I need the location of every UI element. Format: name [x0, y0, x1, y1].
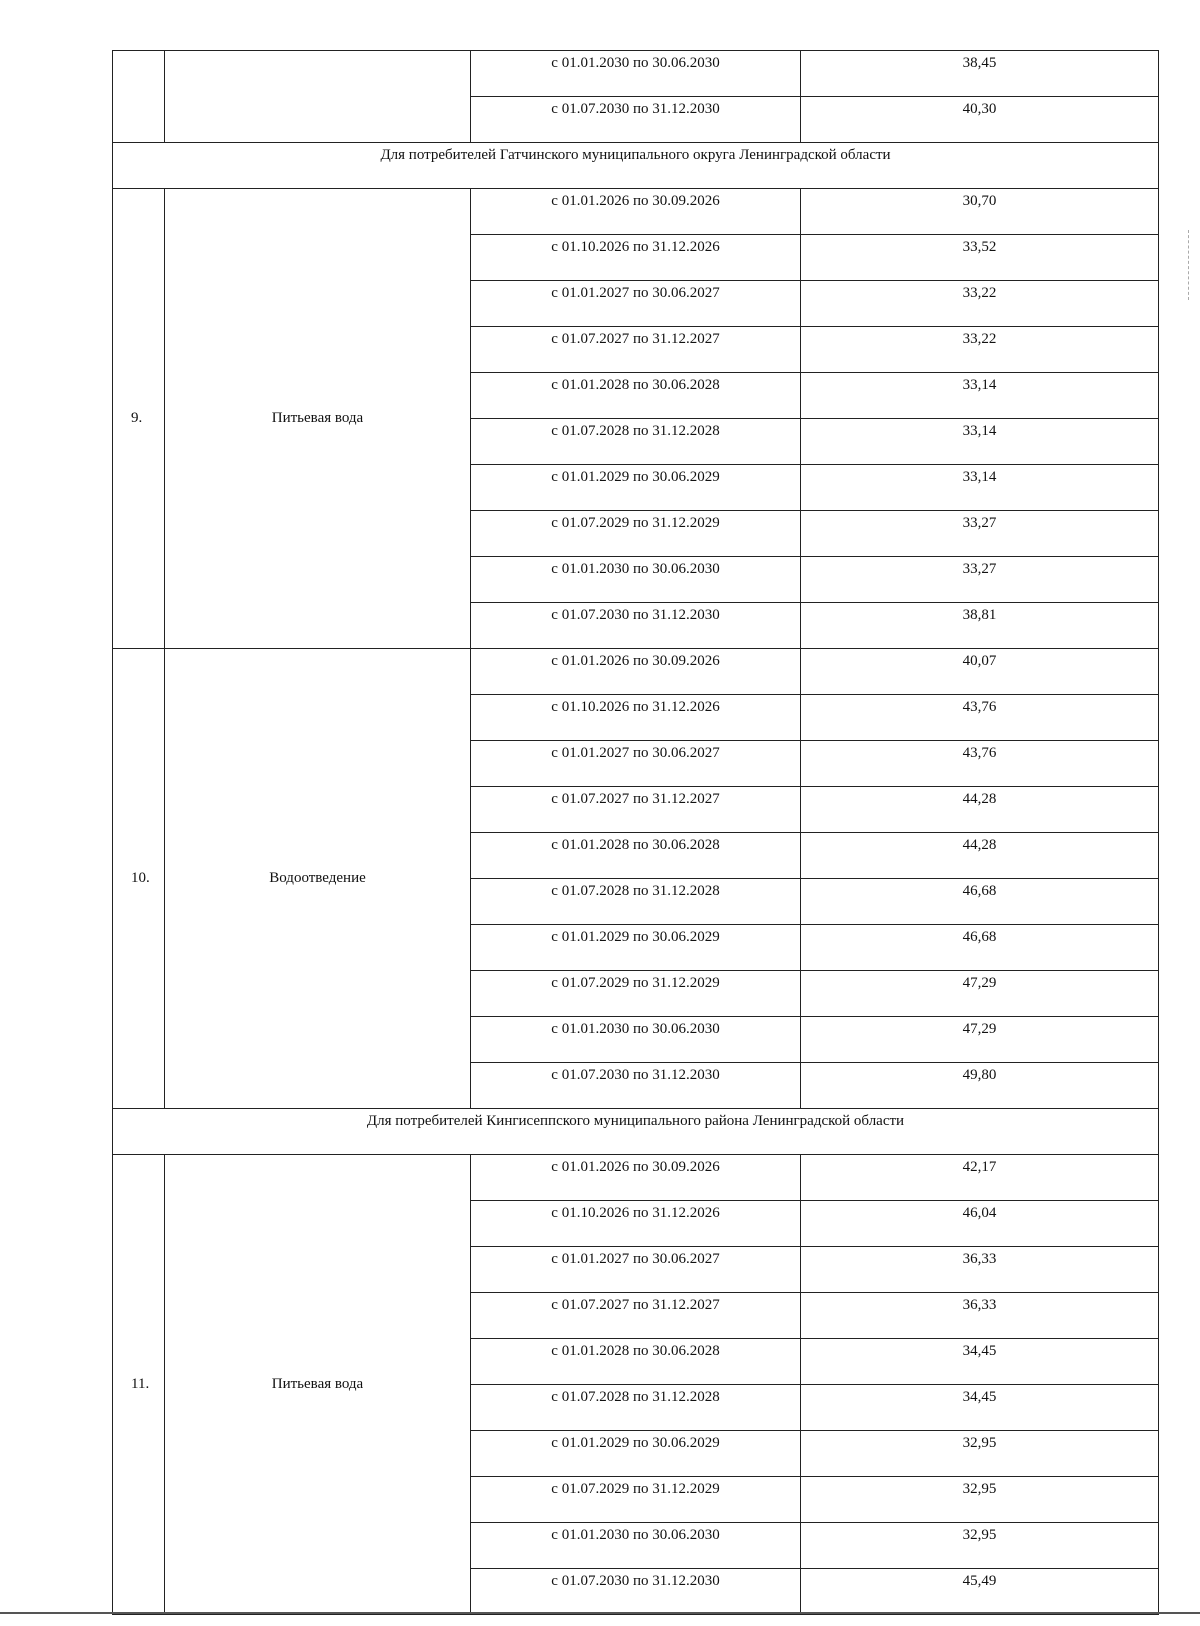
tariff-value-cell: 44,28: [801, 833, 1159, 879]
period-cell: с 01.01.2029 по 30.06.2029: [471, 925, 801, 971]
table-row: [113, 1155, 1159, 1201]
tariff-value-cell: 34,45: [801, 1339, 1159, 1385]
period-cell: с 01.07.2029 по 31.12.2029: [471, 971, 801, 1017]
tariff-value-cell: 36,33: [801, 1293, 1159, 1339]
period-cell: с 01.10.2026 по 31.12.2026: [471, 1201, 801, 1247]
continued-service-cell: [165, 51, 471, 143]
period-cell: с 01.01.2028 по 30.06.2028: [471, 373, 801, 419]
tariff-value-cell: 47,29: [801, 971, 1159, 1017]
section-heading-row: [113, 143, 1159, 189]
period-cell: с 01.07.2030 по 31.12.2030: [471, 603, 801, 649]
period-cell: с 01.07.2028 по 31.12.2028: [471, 419, 801, 465]
period-cell: с 01.07.2029 по 31.12.2029: [471, 1477, 801, 1523]
period-cell: с 01.10.2026 по 31.12.2026: [471, 235, 801, 281]
tariff-value-cell: 33,14: [801, 419, 1159, 465]
tariff-value-cell: 33,14: [801, 373, 1159, 419]
period-cell: с 01.07.2030 по 31.12.2030: [471, 97, 801, 143]
tariff-value-cell: 34,45: [801, 1385, 1159, 1431]
tariff-value-cell: 33,14: [801, 465, 1159, 511]
page-bottom-rule: [0, 1612, 1200, 1614]
tariff-value-cell: 40,30: [801, 97, 1159, 143]
tariff-value-cell: 30,70: [801, 189, 1159, 235]
tariff-value-cell: 46,68: [801, 925, 1159, 971]
period-cell: с 01.01.2030 по 30.06.2030: [471, 557, 801, 603]
period-cell: с 01.01.2030 по 30.06.2030: [471, 51, 801, 97]
table-row: [113, 189, 1159, 235]
period-cell: с 01.07.2028 по 31.12.2028: [471, 879, 801, 925]
tariff-value-cell: 46,68: [801, 879, 1159, 925]
tariff-value-cell: 47,29: [801, 1017, 1159, 1063]
group-number: 9.: [113, 189, 165, 649]
tariff-value-cell: 33,27: [801, 511, 1159, 557]
tariff-table: [112, 50, 1159, 1615]
period-cell: с 01.01.2028 по 30.06.2028: [471, 1339, 801, 1385]
table-row: [113, 649, 1159, 695]
period-cell: с 01.01.2026 по 30.09.2026: [471, 189, 801, 235]
period-cell: с 01.01.2026 по 30.09.2026: [471, 649, 801, 695]
period-cell: с 01.07.2030 по 31.12.2030: [471, 1569, 801, 1615]
tariff-value-cell: 38,81: [801, 603, 1159, 649]
tariff-value-cell: 32,95: [801, 1431, 1159, 1477]
tariff-value-cell: 38,45: [801, 51, 1159, 97]
tariff-value-cell: 40,07: [801, 649, 1159, 695]
period-cell: с 01.01.2030 по 30.06.2030: [471, 1523, 801, 1569]
tariff-value-cell: 33,52: [801, 235, 1159, 281]
tariff-value-cell: 36,33: [801, 1247, 1159, 1293]
tariff-value-cell: 32,95: [801, 1523, 1159, 1569]
service-name: Водоотведение: [165, 649, 471, 1109]
tariff-value-cell: 45,49: [801, 1569, 1159, 1615]
period-cell: с 01.01.2026 по 30.09.2026: [471, 1155, 801, 1201]
tariff-value-cell: 33,27: [801, 557, 1159, 603]
period-cell: с 01.01.2029 по 30.06.2029: [471, 1431, 801, 1477]
period-cell: с 01.01.2029 по 30.06.2029: [471, 465, 801, 511]
period-cell: с 01.10.2026 по 31.12.2026: [471, 695, 801, 741]
section-heading: Для потребителей Гатчинского муниципального округа Ленинградской области: [113, 143, 1159, 189]
tariff-value-cell: 44,28: [801, 787, 1159, 833]
period-cell: с 01.07.2029 по 31.12.2029: [471, 511, 801, 557]
period-cell: с 01.01.2028 по 30.06.2028: [471, 833, 801, 879]
group-number: 10.: [113, 649, 165, 1109]
continued-number-cell: [113, 51, 165, 143]
tariff-value-cell: 46,04: [801, 1201, 1159, 1247]
period-cell: с 01.07.2028 по 31.12.2028: [471, 1385, 801, 1431]
period-cell: с 01.01.2030 по 30.06.2030: [471, 1017, 801, 1063]
section-heading-row: [113, 1109, 1159, 1155]
group-number: 11.: [113, 1155, 165, 1615]
period-cell: с 01.07.2027 по 31.12.2027: [471, 327, 801, 373]
tariff-value-cell: 43,76: [801, 741, 1159, 787]
tariff-document: [112, 50, 1158, 1615]
period-cell: с 01.01.2027 по 30.06.2027: [471, 1247, 801, 1293]
period-cell: с 01.07.2030 по 31.12.2030: [471, 1063, 801, 1109]
tariff-value-cell: 49,80: [801, 1063, 1159, 1109]
tariff-value-cell: 42,17: [801, 1155, 1159, 1201]
period-cell: с 01.01.2027 по 30.06.2027: [471, 281, 801, 327]
period-cell: с 01.01.2027 по 30.06.2027: [471, 741, 801, 787]
tariff-value-cell: 33,22: [801, 281, 1159, 327]
service-name: Питьевая вода: [165, 1155, 471, 1615]
tariff-value-cell: 43,76: [801, 695, 1159, 741]
tariff-value-cell: 32,95: [801, 1477, 1159, 1523]
table-row: [113, 51, 1159, 97]
scan-edge-mark: [1188, 230, 1190, 300]
period-cell: с 01.07.2027 по 31.12.2027: [471, 1293, 801, 1339]
service-name: Питьевая вода: [165, 189, 471, 649]
period-cell: с 01.07.2027 по 31.12.2027: [471, 787, 801, 833]
tariff-value-cell: 33,22: [801, 327, 1159, 373]
section-heading: Для потребителей Кингисеппского муниципального района Ленинградской области: [113, 1109, 1159, 1155]
